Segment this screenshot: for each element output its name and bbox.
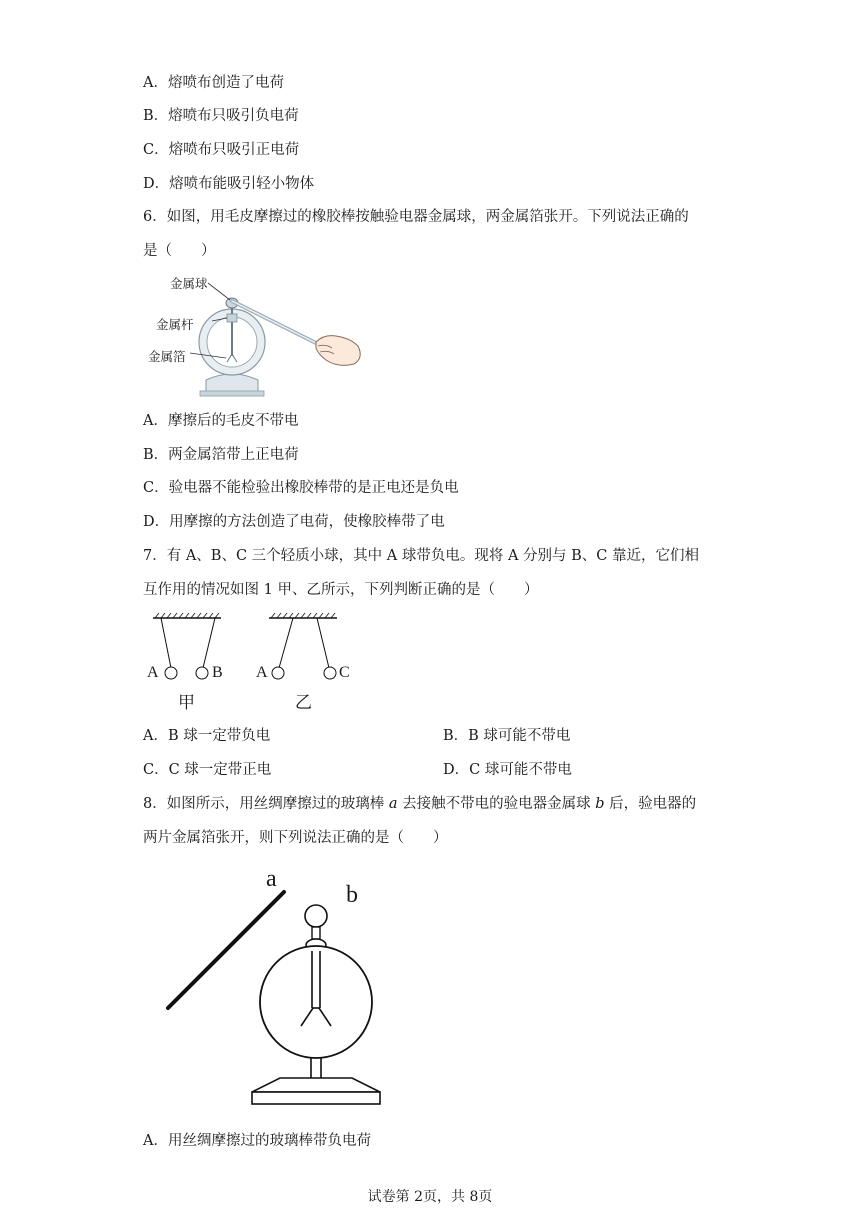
q8-stem-pre: 8．如图所示，用丝绸摩擦过的玻璃棒 xyxy=(143,796,389,812)
q8-stem-post: 后，验电器的 xyxy=(604,796,697,812)
label-ball-a-jia: A xyxy=(147,664,159,681)
label-ball-c: C xyxy=(339,664,350,681)
q6-option-a: A．摩擦后的毛皮不带电 xyxy=(143,413,299,429)
q7-option-b: B．B 球可能不带电 xyxy=(443,728,571,744)
q5-option-d: D．熔喷布能吸引轻小物体 xyxy=(143,176,315,192)
q5-option-a: A．熔喷布创造了电荷 xyxy=(143,75,284,91)
label-yi: 乙 xyxy=(295,693,312,713)
q6-option-d: D．用摩擦的方法创造了电荷，使橡胶棒带了电 xyxy=(143,514,445,530)
q8-var-a: a xyxy=(388,796,398,812)
q8-stem-line2: 两片金属箔张开，则下列说法正确的是（ ） xyxy=(143,830,448,846)
q6-stem-line2: 是（ ） xyxy=(143,243,216,259)
q7-option-a: A．B 球一定带负电 xyxy=(143,728,271,744)
q8-stem-mid: 去接触不带电的验电器金属球 xyxy=(397,796,596,812)
q7-option-c: C．C 球一定带正电 xyxy=(143,762,272,778)
label-metal-rod: 金属杆 xyxy=(156,317,194,332)
label-ball-a-yi: A xyxy=(256,664,268,681)
q8-electroscope-figure xyxy=(160,870,420,1110)
q8-var-b: b xyxy=(595,796,605,812)
label-rod-a: a xyxy=(266,866,277,892)
q6-stem-line1: 6．如图，用毛皮摩擦过的橡胶棒按触验电器金属球，两金属箔张开。下列说法正确的 xyxy=(143,209,689,225)
page-footer: 试卷第 2页，共 8页 xyxy=(367,1189,493,1205)
q8-option-a: A．用丝绸摩擦过的玻璃棒带负电荷 xyxy=(143,1133,371,1149)
q8-stem-line1 xyxy=(143,794,696,814)
label-metal-ball: 金属球 xyxy=(170,276,208,291)
label-metal-foil: 金属箔 xyxy=(148,349,186,364)
q6-option-c: C．验电器不能检验出橡胶棒带的是正电还是负电 xyxy=(143,480,459,496)
q7-option-d: D．C 球可能不带电 xyxy=(443,762,572,778)
q7-stem-line1: 7．有 A、B、C 三个轻质小球，其中 A 球带负电。现将 A 分别与 B、C 靠近，它们相 xyxy=(143,548,700,564)
q6-option-b: B．两金属箔带上正电荷 xyxy=(143,447,299,463)
label-jia: 甲 xyxy=(178,693,195,713)
q7-hanging-balls-figure xyxy=(145,612,365,692)
q5-option-c: C．熔喷布只吸引正电荷 xyxy=(143,142,300,158)
q5-option-b: B．熔喷布只吸引负电荷 xyxy=(143,108,299,124)
q7-stem-line2: 互作用的情况如图 1 甲、乙所示，下列判断正确的是（ ） xyxy=(143,582,539,598)
label-ball-b: B xyxy=(212,664,223,681)
label-ball-b: b xyxy=(346,882,358,908)
